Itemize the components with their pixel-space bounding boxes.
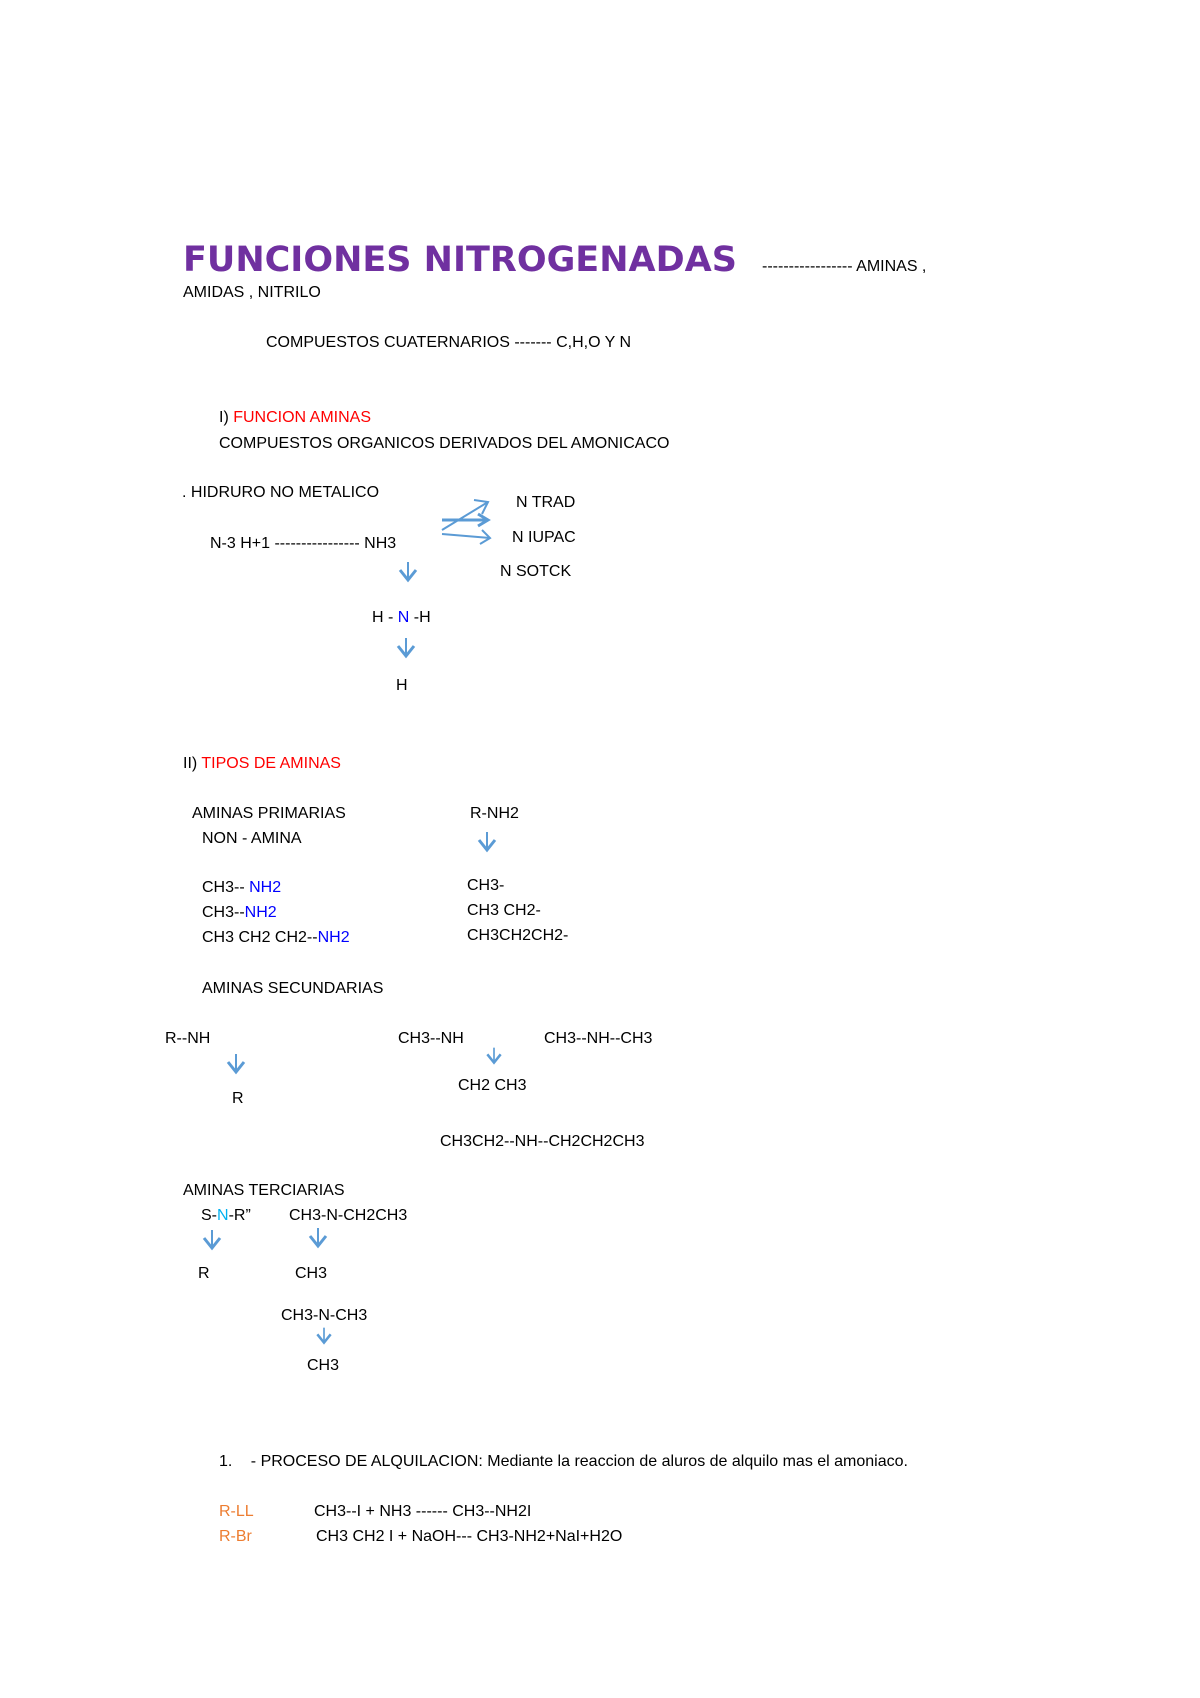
naming-arrows-icon xyxy=(440,496,500,546)
formula-right: -R” xyxy=(228,1207,251,1224)
terciaria-example-2: CH3-N-CH3 xyxy=(281,1307,368,1324)
example-amine: NH2 xyxy=(244,904,277,921)
primarias-formula: R-NH2 xyxy=(470,805,519,822)
title-subtitle-line2: AMIDAS , NITRILO xyxy=(183,284,321,301)
terciarias-label: AMINAS TERCIARIAS xyxy=(183,1182,345,1199)
terciarias-formula xyxy=(201,1208,251,1224)
terciaria-example-1: CH3-N-CH2CH3 xyxy=(289,1207,408,1224)
ammonia-structure xyxy=(372,610,431,626)
secundaria-example-1-sub: CH2 CH3 xyxy=(458,1077,527,1094)
terciarias-formula-r: R xyxy=(198,1265,210,1282)
secundaria-example-1: CH3--NH xyxy=(398,1030,464,1047)
reaction-1-equation: CH3--I + NH3 ------ CH3--NH2I xyxy=(314,1503,532,1520)
reaction-2-equation: CH3 CH2 I + NaOH--- CH3-NH2+NaI+H2O xyxy=(316,1528,623,1545)
section1-title: FUNCION AMINAS xyxy=(233,409,372,426)
radical-1: CH3- xyxy=(467,877,505,894)
secundaria-example-3: CH3CH2--NH--CH2CH2CH3 xyxy=(440,1133,645,1150)
secundarias-label: AMINAS SECUNDARIAS xyxy=(202,980,384,997)
ammonia-equation: N-3 H+1 ---------------- NH3 xyxy=(210,535,397,552)
section1-numeral: I) xyxy=(219,409,234,426)
structure-left: H - xyxy=(372,609,398,626)
section1-heading xyxy=(219,410,371,426)
example-chain: CH3 CH2 CH2-- xyxy=(202,929,318,946)
primaria-example-3 xyxy=(202,930,350,946)
hidruro-label: . HIDRURO NO METALICO xyxy=(182,484,380,501)
formula-nitrogen: N xyxy=(217,1207,229,1224)
reaction-1-label: R-LL xyxy=(219,1503,254,1520)
name-iupac: N IUPAC xyxy=(512,529,576,546)
secundarias-formula: R--NH xyxy=(165,1030,211,1047)
reaction-2-label: R-Br xyxy=(219,1528,252,1545)
radical-3: CH3CH2CH2- xyxy=(467,927,569,944)
radical-2: CH3 CH2- xyxy=(467,902,541,919)
example-amine: NH2 xyxy=(317,929,350,946)
name-trad: N TRAD xyxy=(516,494,576,511)
process-text: - PROCESO DE ALQUILACION: Mediante la reaccion de aluros de alquilo mas el amoniaco. xyxy=(246,1453,908,1470)
secundaria-example-2: CH3--NH--CH3 xyxy=(544,1030,653,1047)
structure-bottom-h: H xyxy=(396,677,408,694)
quaternary-compounds: COMPUESTOS CUATERNARIOS ------- C,H,O Y N xyxy=(266,334,632,351)
down-arrow-icon xyxy=(396,560,420,584)
down-arrow-icon xyxy=(475,830,499,854)
section2-numeral: II) xyxy=(183,755,202,772)
formula-left: S- xyxy=(201,1207,217,1224)
process-number: 1. xyxy=(219,1453,233,1470)
process-item xyxy=(219,1454,908,1470)
primaria-example-2 xyxy=(202,905,277,921)
primarias-non: NON - AMINA xyxy=(202,830,302,847)
section2-heading xyxy=(183,756,341,772)
name-stock: N SOTCK xyxy=(500,563,572,580)
down-arrow-icon xyxy=(224,1052,248,1076)
title-subtitle-inline: ----------------- AMINAS , xyxy=(762,258,927,275)
down-arrow-icon xyxy=(394,636,418,660)
example-chain: CH3-- xyxy=(202,879,250,896)
structure-right: -H xyxy=(409,609,431,626)
primarias-label: AMINAS PRIMARIAS xyxy=(192,805,346,822)
down-arrow-icon xyxy=(306,1226,330,1250)
example-amine: NH2 xyxy=(249,879,282,896)
terciaria-example-2-sub: CH3 xyxy=(307,1357,340,1374)
terciaria-example-1-sub: CH3 xyxy=(295,1265,328,1282)
secundarias-formula-r: R xyxy=(232,1090,244,1107)
primaria-example-1 xyxy=(202,880,281,896)
example-chain: CH3-- xyxy=(202,904,245,921)
section1-description: COMPUESTOS ORGANICOS DERIVADOS DEL AMONICACO xyxy=(219,435,670,452)
page-title: FUNCIONES NITROGENADAS xyxy=(183,240,737,280)
section2-title: TIPOS DE AMINAS xyxy=(201,755,341,772)
down-arrow-icon xyxy=(314,1326,334,1346)
structure-nitrogen: N xyxy=(397,609,410,626)
down-arrow-icon xyxy=(200,1228,224,1252)
down-arrow-icon xyxy=(484,1046,504,1066)
